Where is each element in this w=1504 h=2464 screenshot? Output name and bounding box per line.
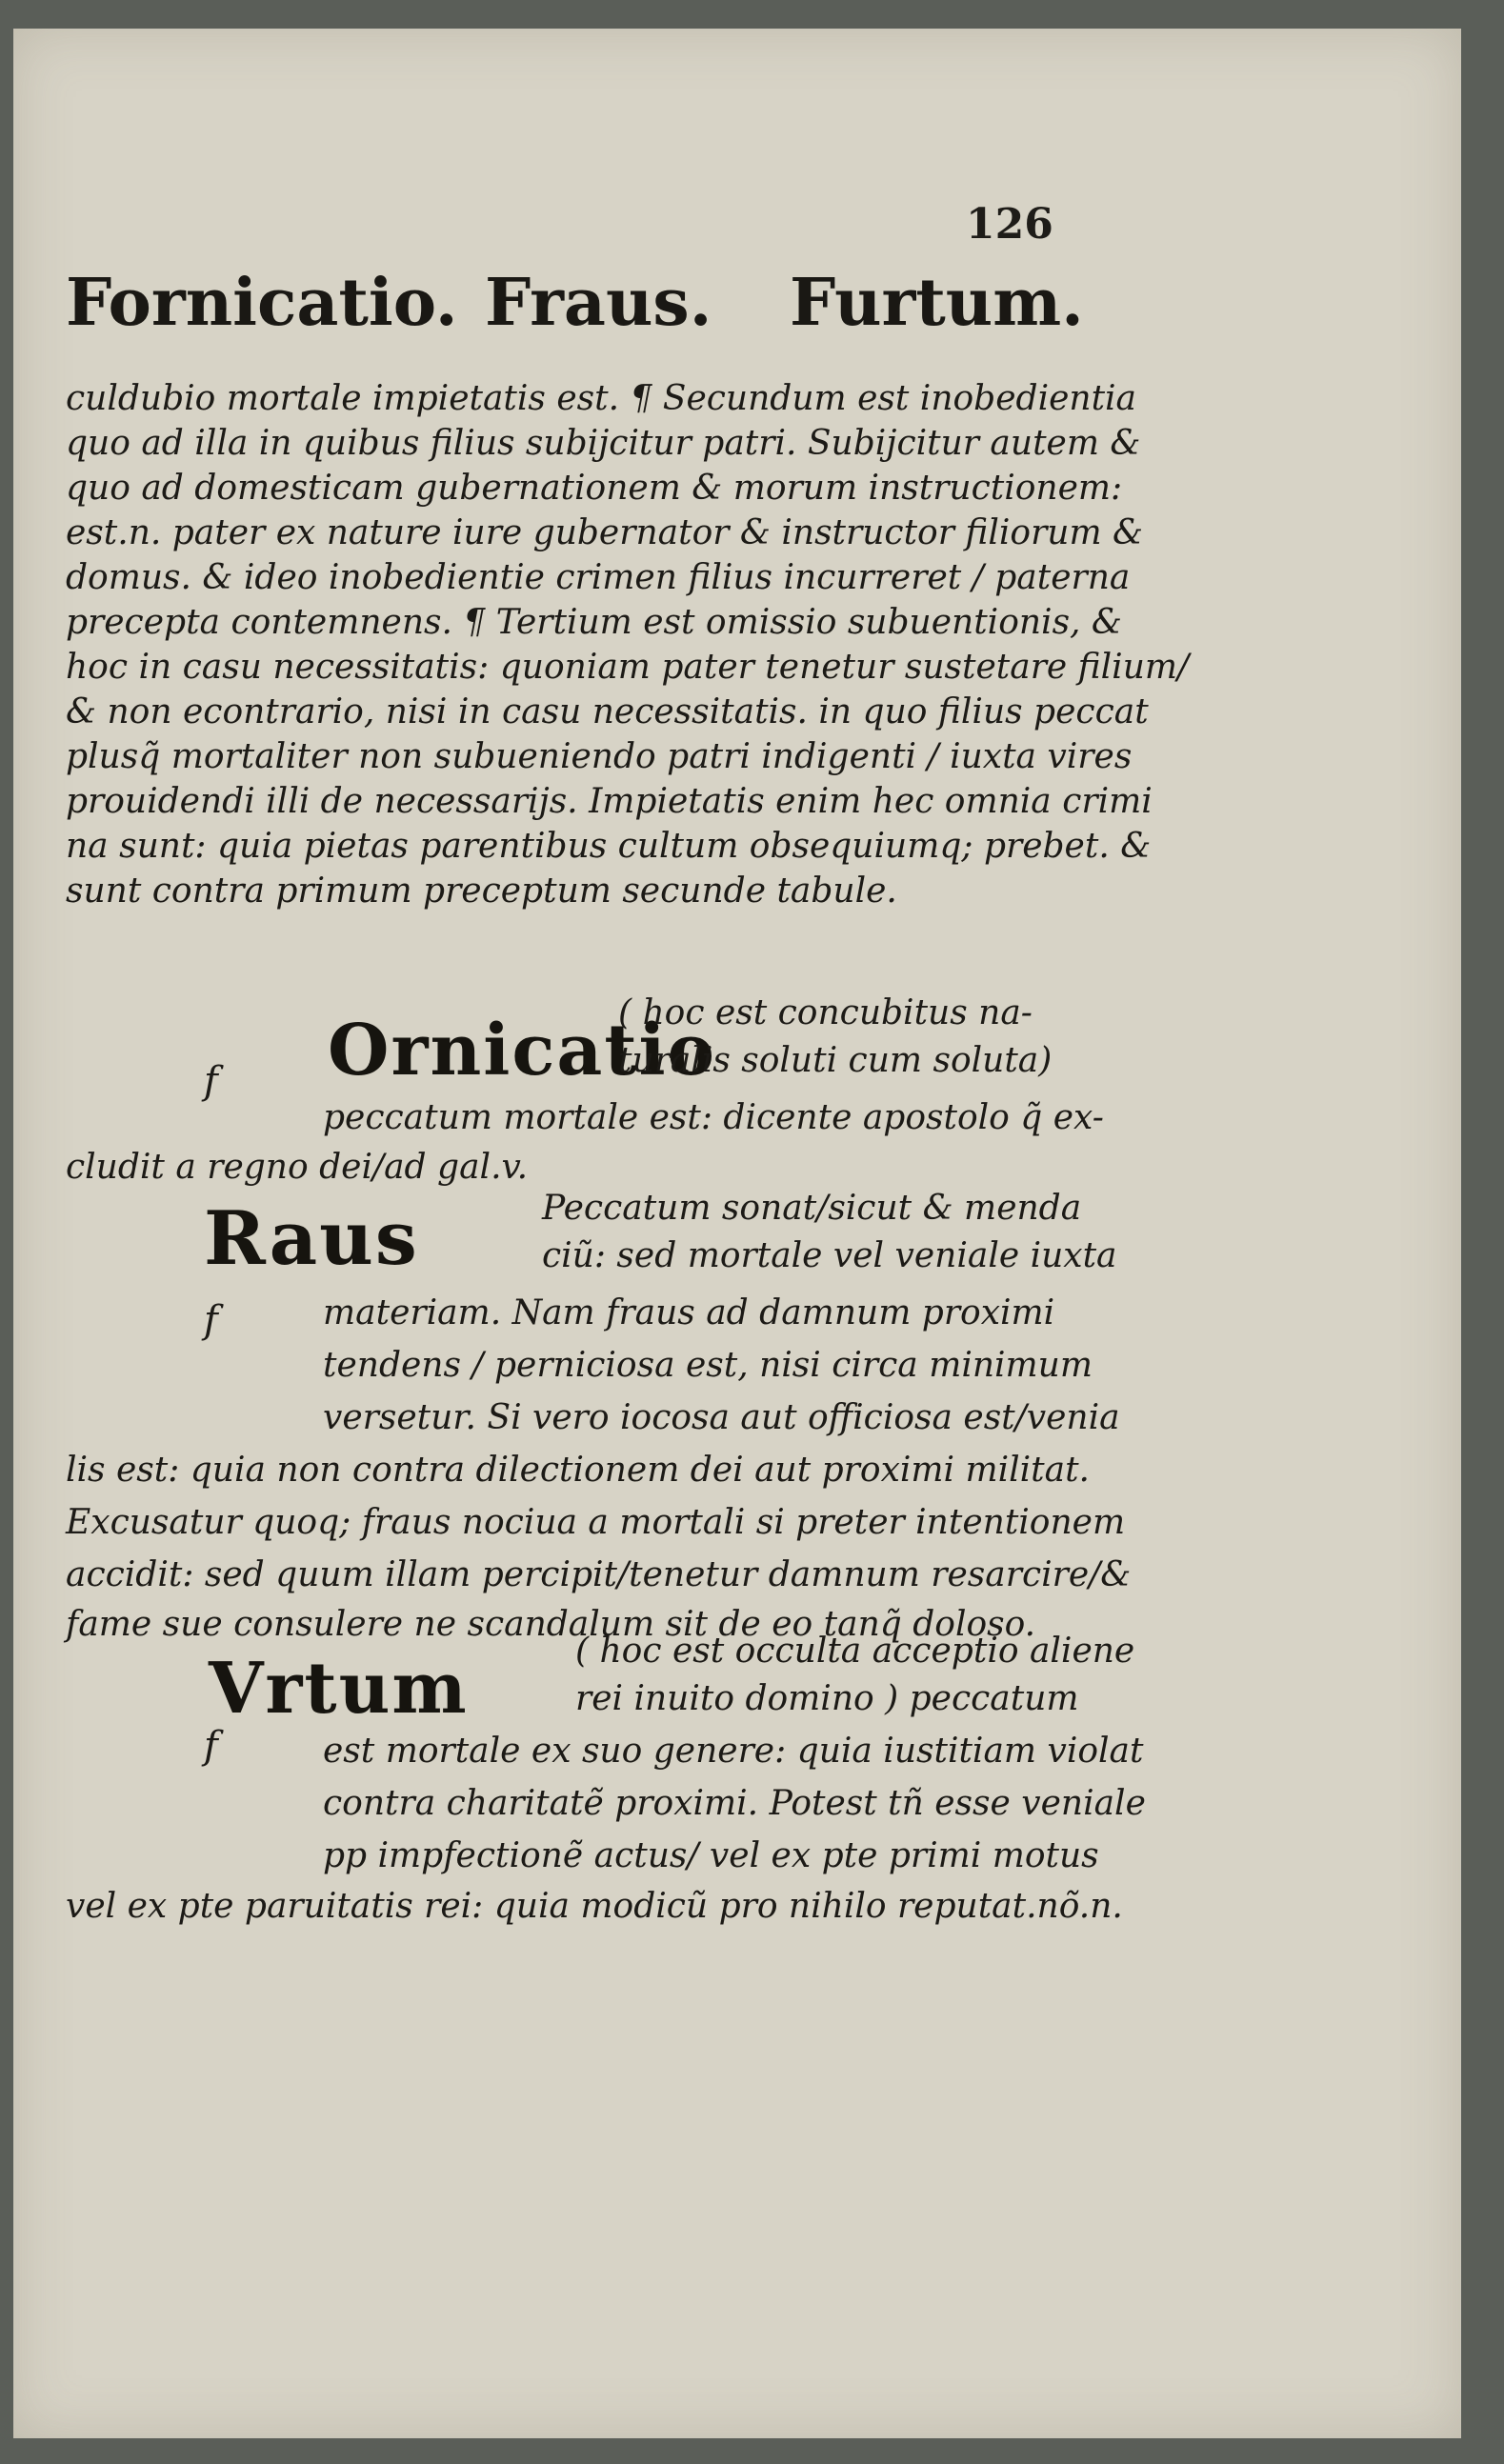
book-page [13, 29, 1461, 2438]
text-line: plusq̃ mortaliter non subueniendo patri indigenti / iuxta vires [66, 737, 1133, 776]
page-number: 126 [966, 200, 1053, 249]
text-line: pp impfectionẽ actus/ vel ex pte primi motus [323, 1836, 1099, 1875]
text-line: prouidendi illi de necessarijs. Impietatis enim hec omnia crimi [66, 782, 1153, 821]
running-header-fraus: Fraus. [485, 265, 712, 341]
section-furtum [66, 1629, 1146, 1926]
running-header-furtum: Furtum. [790, 265, 1084, 341]
section-fraus [66, 1186, 1132, 1644]
guide-letter: f [204, 1724, 218, 1768]
text-line: precepta contemnens. ¶ Tertium est omissio subuentionis, & [66, 603, 1122, 642]
text-line: est.n. pater ex nature iure gubernator & instructor filiorum & [66, 513, 1144, 552]
text-line: domus. & ideo inobedientie crimen filius incurreret / paterna [66, 558, 1131, 597]
text-line: lis est: quia non contra dilectionem dei aut proximi militat. [66, 1451, 1090, 1490]
running-header-fornicatio: Fornicatio. [66, 265, 458, 341]
text-line: ( hoc est concubitus na- [618, 993, 1033, 1032]
text-line: quo ad illa in quibus filius subijcitur patri. Subijcitur autem & [66, 424, 1141, 463]
text-line: contra charitatẽ proximi. Potest tñ esse veniale [323, 1784, 1146, 1823]
text-line: & non econtrario, nisi in casu necessitatis. in quo filius peccat [66, 692, 1149, 731]
text-line: sunt contra primum preceptum secunde tabule. [66, 871, 897, 911]
text-line: quo ad domesticam gubernationem & morum instructionem: [66, 469, 1123, 508]
guide-letter: f [204, 1059, 218, 1103]
text-line: rei inuito domino ) peccatum [575, 1679, 1079, 1718]
text-line: ( hoc est occulta acceptio aliene [575, 1632, 1135, 1671]
text-line: peccatum mortale est: dicente apostolo q̃ ex- [323, 1098, 1104, 1137]
running-headers [66, 265, 1085, 351]
section-initial: Raus [204, 1195, 419, 1282]
text-line: Peccatum sonat/sicut & menda [542, 1189, 1082, 1228]
text-line: na sunt: quia pietas parentibus cultum obsequiumq; prebet. & [66, 827, 1152, 866]
section-initial: Ornicatio [328, 1010, 717, 1092]
text-line: materiam. Nam fraus ad damnum proximi [323, 1293, 1055, 1332]
text-line: hoc in casu necessitatis: quoniam pater tenetur sustetare filium/ [66, 648, 1190, 687]
text-line: turalis soluti cum soluta) [618, 1041, 1053, 1080]
intro-paragraph [66, 376, 1189, 913]
text-line: fame sue consulere ne scandalum sit de eo tanq̃ doloso. [66, 1605, 1036, 1644]
text-line: accidit: sed quum illam percipit/tenetur damnum resarcire/& [66, 1555, 1132, 1594]
guide-letter: f [204, 1298, 218, 1342]
text-line: Excusatur quoq; fraus nociua a mortali si preter intentionem [66, 1503, 1126, 1542]
text-line: est mortale ex suo genere: quia iustitiam violat [323, 1732, 1144, 1771]
section-fornicatio [66, 991, 1104, 1200]
text-line: vel ex pte paruitatis rei: quia modicũ pro nihilo reputat.nõ.n. [66, 1887, 1123, 1926]
text-line: culdubio mortale impietatis est. ¶ Secundum est inobedientia [66, 379, 1137, 418]
text-line: ciũ: sed mortale vel veniale iuxta [542, 1236, 1117, 1275]
section-initial: Vrtum [209, 1648, 469, 1730]
text-line: tendens / perniciosa est, nisi circa minimum [323, 1346, 1093, 1385]
text-line: cludit a regno dei/ad gal.v. [66, 1148, 529, 1187]
text-line: versetur. Si vero iocosa aut officiosa est/venia [323, 1398, 1120, 1437]
